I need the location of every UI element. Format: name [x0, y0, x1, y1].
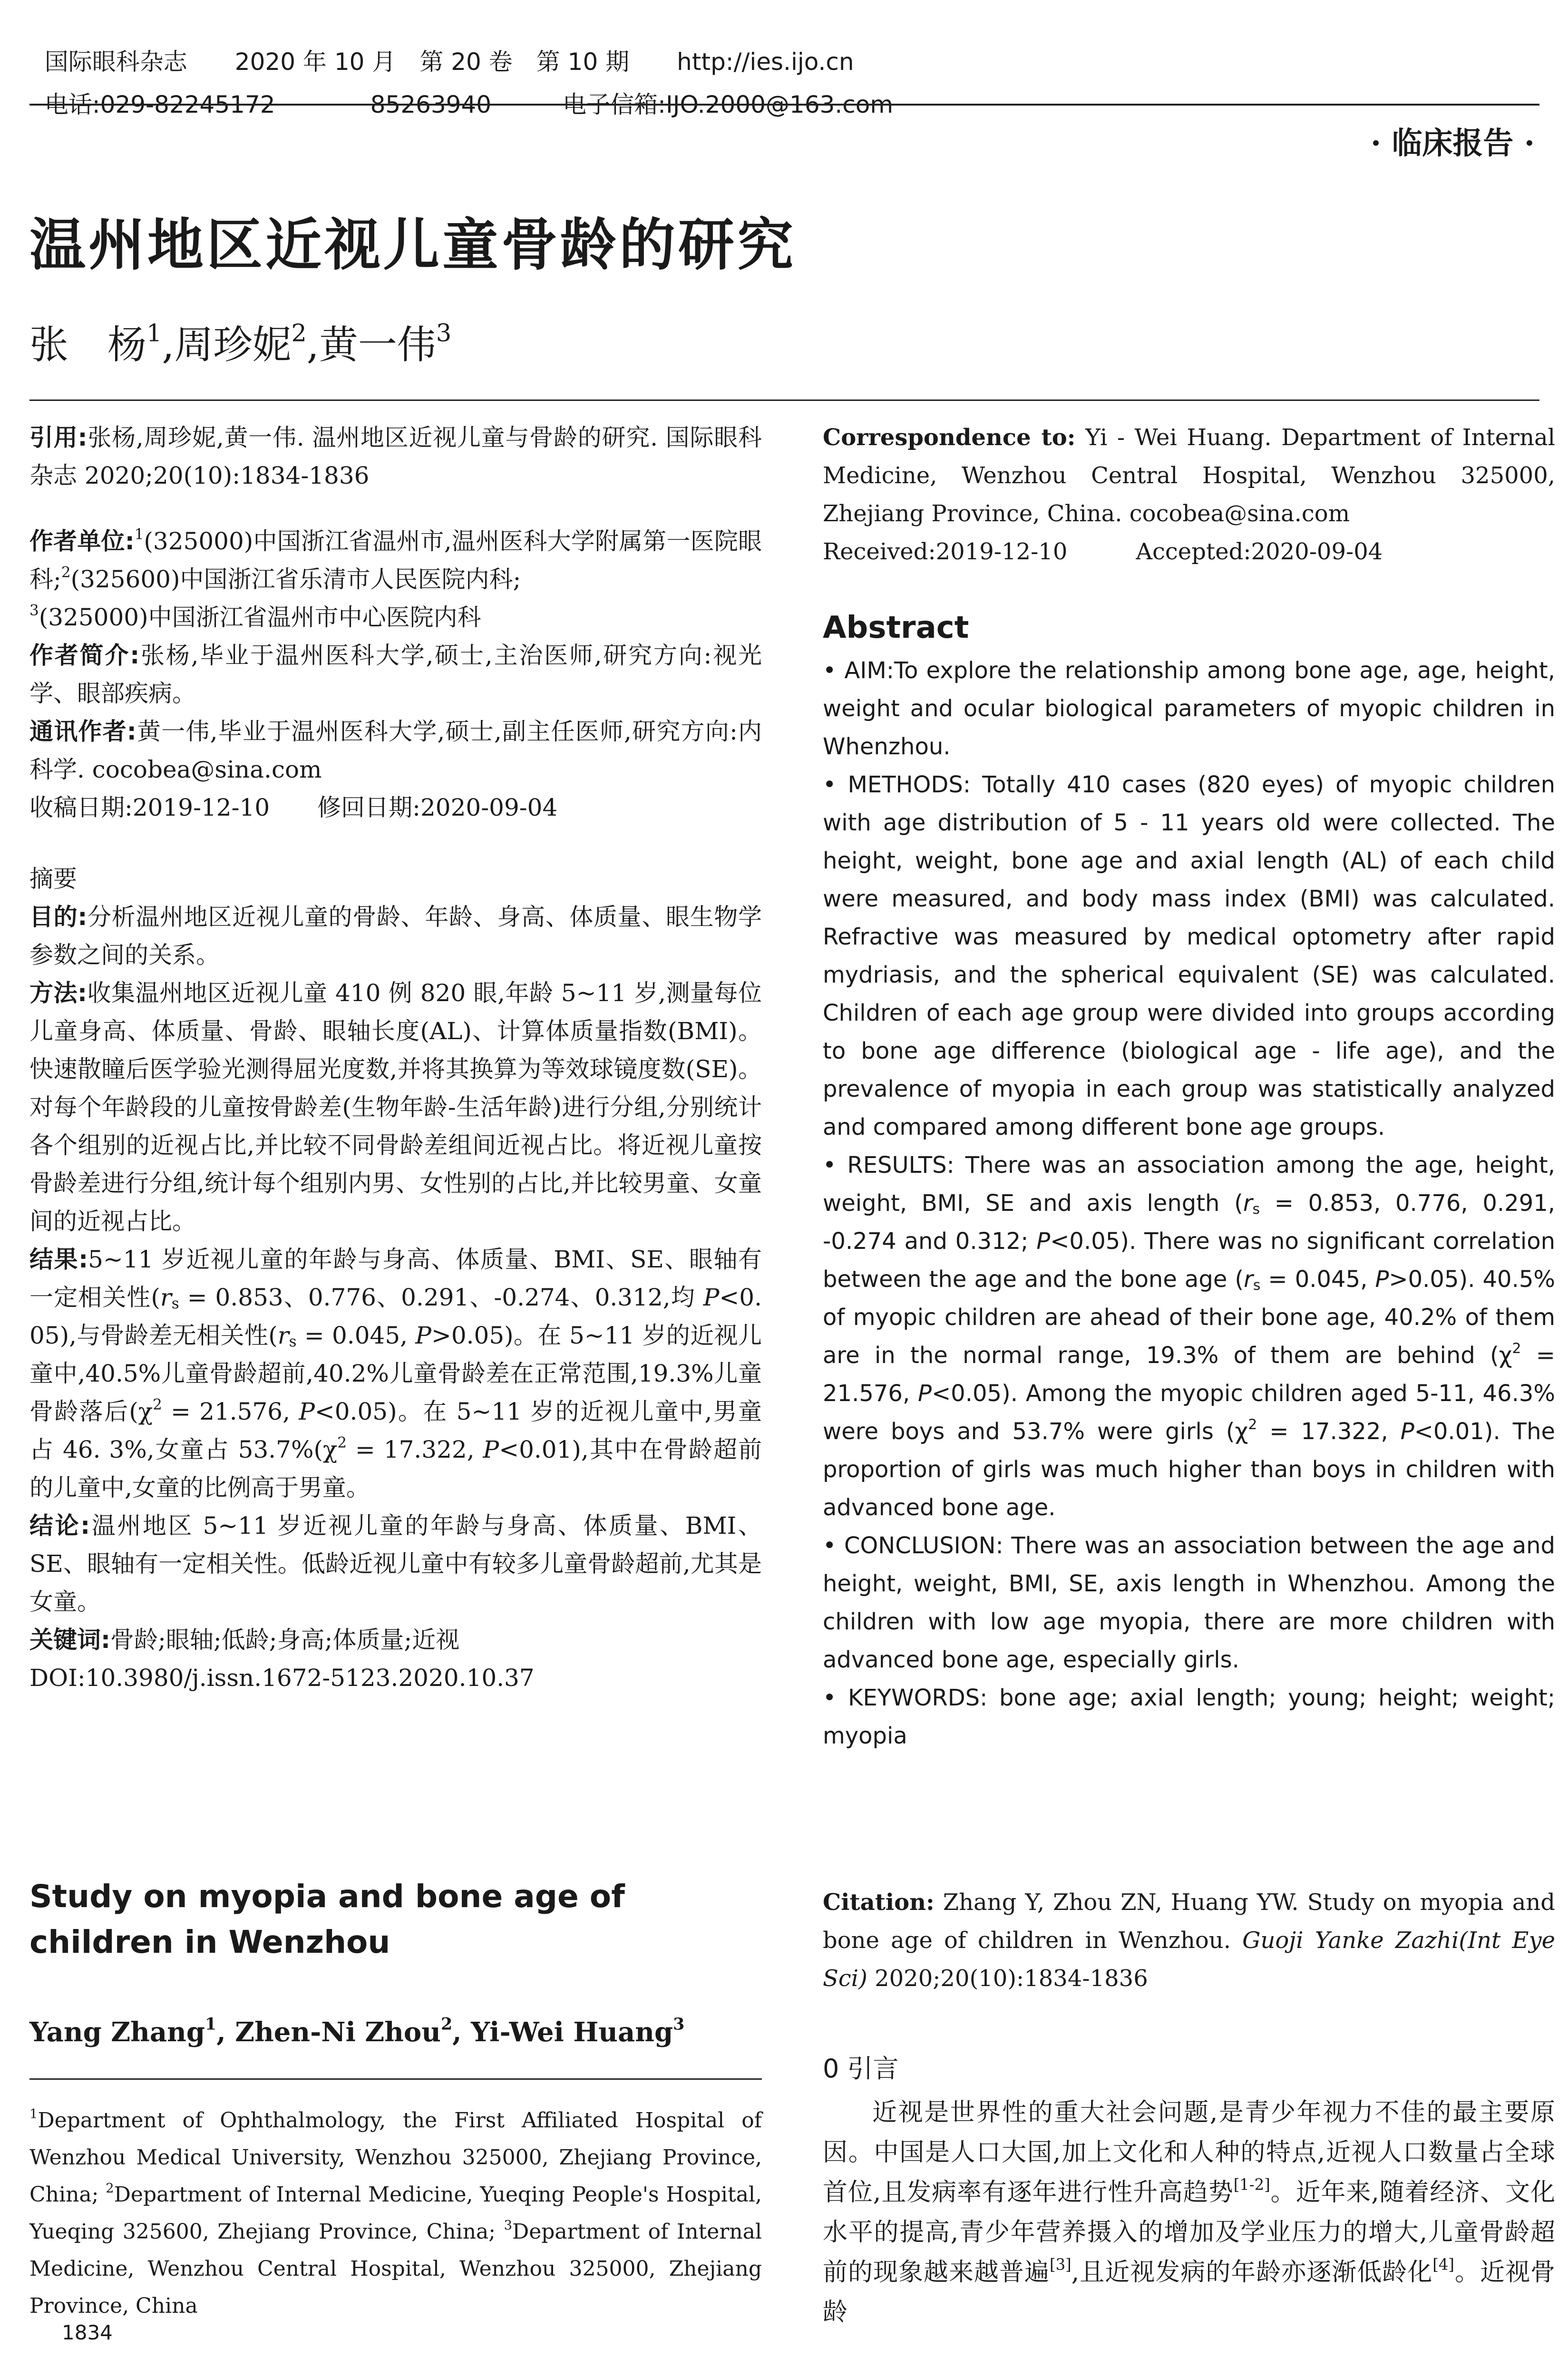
results-en: • RESULTS: There was an association among the age, height, weight, BMI, SE and axis length ($r_s = 0.853$, 0.776, 0.291, -0.274 and 0.312; P<0.05). There was no significant correlation between the age and the bone age ($r_s = 0.045$, P>0.05). 40.5% of myopic children are ahead of their bone age, 40.2% of them are in the normal range, 19.3% of them are behind ($\chi^2 = 21.576$, P<0.05). Among the myopic children aged 5-11, 46.3% were boys and 53.7% were girls ($\chi^2 = 17.322$, P<0.01). The proportion of girls was much higher than boys in children with advanced bone age.	[823, 1152, 1556, 1521]
page-number: 1834	[62, 2321, 113, 2344]
doi[interactable]: DOI:10.3980/j.issn.1672-5123.2020.10.37	[29, 1664, 535, 1692]
journal-phone: 电话:029-82245172	[44, 91, 275, 118]
journal-name: 国际眼科杂志	[44, 48, 187, 76]
results-cn: 结果:5~11 岁近视儿童的年龄与身高、体质量、BMI、SE、眼轴有一定相关性($r_s = 0.853$、0.776、0.291、-0.274、0.312,均 P<0. 05),与骨龄差无相关性($r_s = 0.045$, P>0.05)。在 5~11 岁的近视儿童中,40.5%儿童骨龄超前,40.2%儿童骨龄差在正常范围,19.3%儿童骨龄落后($\chi^2 = 21.576$, P<0.05)。在 5~11 岁的近视儿童中,男童占 46. 3%,女童占 $53.7\%(\chi^2 = 17.322$, P<0.01),其中在骨龄超前的儿童中,女童的比例高于男童。	[29, 1246, 762, 1501]
methods-cn: 方法:收集温州地区近视儿童 410 例 820 眼,年龄 5~11 岁,测量每位儿童身高、体质量、骨龄、眼轴长度(AL)、计算体质量指数(BMI)。快速散瞳后医学验光测得屈光度数,并将其换算为等效球镜度数(SE)。对每个年龄段的儿童按骨龄差(生物年龄-生活年龄)进行分组,分别统计各个组别的近视占比,并比较不同骨龄差组间近视占比。将近视儿童按骨龄差进行分组,统计每个组别内男、女性别的占比,并比较男童、女童间的近视占比。	[29, 979, 762, 1235]
authors-cn: 张 杨$^1$,周珍妮$^2$,黄一伟$^3$	[29, 319, 452, 368]
correspondence-en: Correspondence to: Yi - Wei Huang. Department of Internal Medicine, Wenzhou Central Hospital, Wenzhou 325000, Zhejiang Province, China. cocobea@sina.com	[823, 424, 1556, 527]
section-tag: · 临床报告 ·	[1370, 126, 1535, 161]
author-en-2: Zhen-Ni Zhou	[235, 2017, 441, 2048]
aim-cn: 目的:分析温州地区近视儿童的骨龄、年龄、身高、体质量、眼生物学参数之间的关系。	[29, 903, 762, 969]
title-divider	[29, 399, 1539, 401]
affiliation-cn: 作者单位:$^1$(325000)中国浙江省温州市,温州医科大学附属第一医院眼科;$^2$(325600)中国浙江省乐清市人民医院内科; $^3$(325000)中国浙江省温州市中心医院内科	[29, 526, 762, 631]
author-cn-3: 黄一伟	[319, 322, 436, 368]
authors-en: Yang Zhang$^1$, Zhen-Ni Zhou$^2$, Yi-Wei Huang$^3$	[29, 2014, 685, 2048]
keywords-cn: 关键词:骨龄;眼轴;低龄;身高;体质量;近视	[29, 1626, 460, 1654]
paper-title-en: Study on myopia and bone age of children in Wenzhou	[29, 1878, 625, 1960]
abstract-heading-cn: 摘要	[29, 865, 77, 893]
journal-phone2: 85263940	[370, 91, 492, 118]
journal-issue: 2020 年 10 月 第 20 卷 第 10 期	[234, 48, 630, 76]
abstract-heading-en: Abstract	[823, 610, 969, 645]
left-column	[29, 419, 762, 1697]
abstract-en	[823, 604, 1555, 1755]
intro-heading: 0 引言	[823, 2054, 899, 2084]
conclusion-en: • CONCLUSION: There was an association between the age and height, weight, BMI, SE, axis length in Whenzhou. Among the children with low age myopia, there are more children with advanced bone age, especially girls.	[823, 1532, 1556, 1673]
header-divider	[29, 104, 1539, 106]
dates-en: Received:2019-12-10 Accepted:2020-09-04	[823, 538, 1383, 565]
introduction	[823, 2045, 1555, 2332]
keywords-en: • KEYWORDS: bone age; axial length; young; height; weight; myopia	[823, 1685, 1556, 1749]
journal-header-line2	[29, 62, 893, 119]
citation-en: Citation: Zhang Y, Zhou ZN, Huang YW. Study on myopia and bone age of children in Wenzhou. Guoji Yanke Zazhi(Int Eye Sci) 2020;20(10):1834-1836	[823, 1889, 1555, 1992]
corresponding-author-cn: 通讯作者:黄一伟,毕业于温州医科大学,硕士,副主任医师,研究方向:内科学. cocobea@sina.com	[29, 718, 762, 783]
author-en-1: Yang Zhang	[29, 2017, 205, 2048]
right-column-top	[823, 419, 1555, 571]
author-cn-2: 周珍妮	[174, 322, 292, 368]
author-cn-1: 张 杨	[29, 322, 147, 368]
author-bio: 作者简介:张杨,毕业于温州医科大学,硕士,主治医师,研究方向:视光学、眼部疾病。	[29, 642, 762, 707]
intro-paragraph: 近视是世界性的重大社会问题,是青少年视力不佳的最主要原因。中国是人口大国,加上文化和人种的特点,近视人口数量占全球首位,且发病率有逐年进行性升高趋势[1-2]。近年来,随着经济、文化水平的提高,青少年营养摄入的增加及学业压力的增大,儿童骨龄超前的现象越来越普遍[3],且近视发病的年龄亦逐渐低龄化[4]。近视骨龄	[823, 2098, 1556, 2327]
affiliation-en-divider	[29, 2078, 762, 2080]
journal-email[interactable]: 电子信箱:IJO.2000@163.com	[563, 91, 894, 118]
methods-en: • METHODS: Totally 410 cases (820 eyes) of myopic children with age distribution of 5 - 11 years old were collected. The height, weight, bone age and axial length (AL) of each child were measured, and body mass index (BMI) was calculated. Refractive was measured by medical optometry after rapid mydriasis, and the spherical equivalent (SE) was calculated. Children of each age group were divided into groups according to bone age difference (biological age - life age), and the prevalence of myopia in each group was statistically analyzed and compared among different bone age groups.	[823, 771, 1556, 1140]
conclusion-cn: 结论:温州地区 5~11 岁近视儿童的年龄与身高、体质量、BMI、SE、眼轴有一定相关性。低龄近视儿童中有较多儿童骨龄超前,尤其是女童。	[29, 1512, 762, 1616]
aim-en: • AIM:To explore the relationship among bone age, age, height, weight and ocular biological parameters of myopic children in Whenzhou.	[823, 657, 1555, 760]
dates-cn: 收稿日期:2019-12-10 修回日期:2020-09-04	[29, 794, 558, 821]
affiliation-en: $^1$Department of Ophthalmology, the First Affiliated Hospital of Wenzhou Medical University, Wenzhou 325000, Zhejiang Province, China; $^2$Department of Internal Medicine, Yueqing People's Hospital, Yueqing 325600, Zhejiang Province, China; $^3$Department of Internal Medicine, Wenzhou Central Hospital, Wenzhou 325000, Zhejiang Province, China	[29, 2106, 762, 2318]
citation-cn: 引用:张杨,周珍妮,黄一伟. 温州地区近视儿童与骨龄的研究. 国际眼科杂志 2020;20(10):1834-1836	[29, 424, 762, 489]
author-en-3: Yi-Wei Huang	[471, 2017, 673, 2048]
journal-url[interactable]: http://ies.ijo.cn	[677, 48, 854, 76]
paper-title-cn: 温州地区近视儿童骨龄的研究	[29, 212, 797, 278]
